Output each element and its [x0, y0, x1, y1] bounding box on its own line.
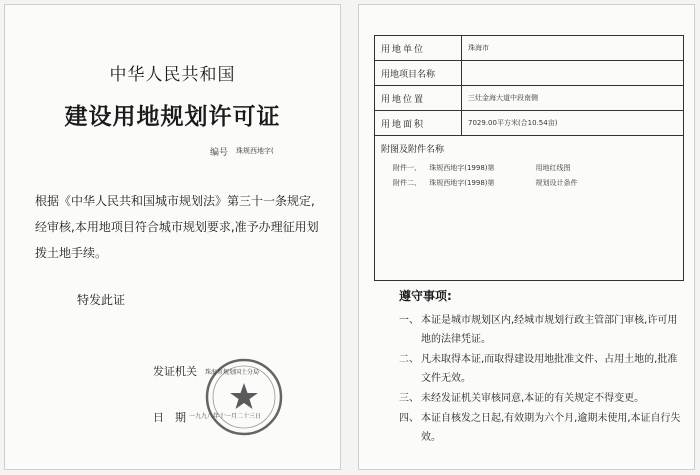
attachment-code: 珠规西地字(1998)第 — [429, 164, 495, 172]
issuer-value: 珠海市规划国土分局 — [205, 369, 260, 376]
note-text: 未经发证机关审核同意,本证的有关规定不得变更。 — [421, 393, 645, 404]
issuer-label: 发证机关 — [153, 365, 197, 378]
row-value — [462, 61, 684, 86]
row-label: 用地面积 — [375, 111, 462, 136]
note-number: 二、 — [399, 354, 419, 365]
row-label: 用地位置 — [375, 86, 462, 111]
table-row — [375, 61, 684, 86]
list-item — [399, 389, 684, 408]
attachments-row — [375, 136, 684, 281]
row-value: 三灶金海大道中段南侧 — [462, 86, 684, 111]
note-text: 本证自核发之日起,有效期为六个月,逾期未使用,本证自行失效。 — [421, 413, 681, 443]
note-number: 四、 — [399, 413, 419, 424]
note-number: 三、 — [399, 393, 419, 404]
list-item — [399, 350, 684, 388]
note-text: 凡未取得本证,而取得建设用地批准文件、占用土地的,批准文件无效。 — [421, 354, 678, 384]
row-label: 用地项目名称 — [375, 61, 462, 86]
special-certify: 特发此证 — [77, 293, 126, 307]
certificate-body: 根据《中华人民共和国城市规划法》第三十一条规定,经审核,本用地项目符合城市规划要求,准予办理征用划拨土地手续。 — [35, 194, 319, 260]
row-value: 7029.00平方米(合10.54亩) — [462, 111, 684, 136]
note-number: 一、 — [399, 315, 419, 326]
attachment-name: 规划设计条件 — [535, 179, 578, 187]
country-name: 中华人民共和国 — [109, 65, 236, 85]
row-label: 用地单位 — [375, 36, 462, 61]
notes-list — [399, 311, 684, 448]
number-label: 编号 — [210, 148, 229, 158]
list-item — [399, 311, 684, 349]
list-item — [393, 163, 677, 173]
table-row — [375, 36, 684, 61]
attachment-name: 用地红线图 — [535, 164, 571, 172]
notes-title: 遵守事项: — [399, 289, 452, 303]
land-info-table — [374, 35, 684, 281]
date-label: 日期 — [153, 411, 197, 424]
attachment-code: 珠规西地字(1998)第 — [429, 179, 495, 187]
date-value: 一九九八年十一月二十三日 — [189, 413, 262, 420]
attachments-title: 附图及附件名称 — [381, 145, 445, 155]
table-row — [375, 86, 684, 111]
list-item — [399, 409, 684, 447]
right-page — [358, 4, 695, 470]
official-seal-icon — [204, 357, 284, 437]
attachment-index: 附件一、 — [393, 164, 421, 172]
number-value: 珠规西地字( — [236, 147, 274, 155]
row-value: 珠海市 — [462, 36, 684, 61]
certificate-title: 建设用地规划许可证 — [64, 104, 281, 130]
list-item — [393, 178, 677, 188]
note-text: 本证是城市规划区内,经城市规划行政主管部门审核,许可用地的法律凭证。 — [421, 315, 678, 345]
attachment-index: 附件二、 — [393, 179, 421, 187]
attachments-cell — [375, 136, 684, 281]
left-page — [4, 4, 341, 470]
table-row — [375, 111, 684, 136]
